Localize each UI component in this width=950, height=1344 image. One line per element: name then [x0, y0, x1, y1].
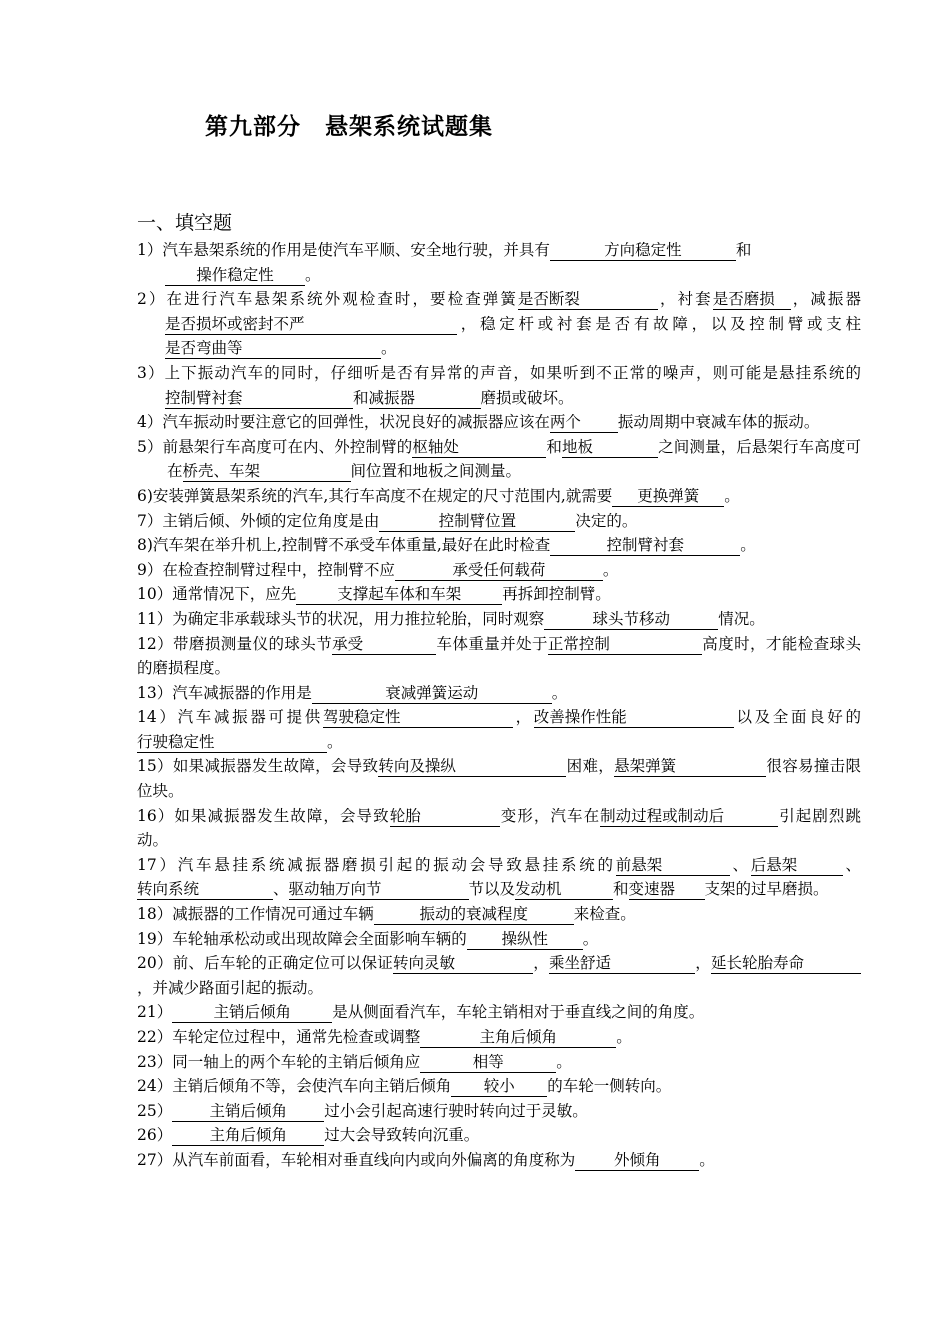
- question-list: [137, 238, 861, 1173]
- answer-blank: 转向及操纵: [378, 757, 566, 777]
- answer-blank: 控制臂位置: [379, 512, 575, 532]
- answer-blank: 是否断裂: [518, 290, 658, 310]
- answer-blank: 较小: [451, 1077, 547, 1097]
- question-19: 19）车轮轴承松动或出现故障会全面影响车辆的 操纵性 。: [137, 929, 599, 948]
- question-6: 6)安装弹簧悬架系统的汽车,其行车高度不在规定的尺寸范围内,就需要 更换弹簧 。: [137, 486, 740, 505]
- question-26: 26） 主角后倾角 过大会导致转向沉重。: [137, 1126, 480, 1145]
- answer-blank: 延长轮胎寿命: [711, 954, 861, 974]
- answer-blank: 主角后倾角: [172, 1126, 324, 1146]
- answer-blank: 是否磨损: [713, 290, 791, 310]
- answer-blank: 主销后倾角: [172, 1003, 332, 1023]
- answer-blank: 轮胎: [390, 807, 500, 827]
- answer-blank: 支撑起车体和车架: [296, 585, 502, 605]
- question-25: 25） 主销后倾角 过小会引起高速行驶时转向过于灵敏。: [137, 1101, 588, 1120]
- answer-blank: 转向灵敏: [393, 954, 533, 974]
- question-3: 3）上下振动汽车的同时，仔细听是否有异常的声音，如果听到不正常的噪声，则可能是悬挂系统的控制臂衬套 和减振器 磨损或破坏。: [137, 363, 861, 407]
- answer-blank: 操纵性: [467, 930, 583, 950]
- answer-blank: 主销后倾角: [172, 1102, 324, 1122]
- answer-blank: 地板: [562, 438, 658, 458]
- answer-blank: 制动过程或制动后: [600, 807, 778, 827]
- question-21: 21） 主销后倾角 是从侧面看汽车，车轮主销相对于垂直线之间的角度。: [137, 1003, 705, 1022]
- answer-blank: 主角后倾角: [420, 1028, 616, 1048]
- question-15: 15）如果减振器发生故障，会导致转向及操纵 困难，悬架弹簧 很容易撞击限位块。: [137, 757, 861, 801]
- question-1: 1）汽车悬架系统的作用是使汽车平顺、安全地行驶，并具有 方向稳定性 和操作稳定性 。: [137, 241, 752, 284]
- answer-blank: 桥壳、车架: [183, 462, 351, 482]
- question-9: 9）在检查控制臂过程中，控制臂不应 承受任何载荷 。: [137, 560, 619, 579]
- question-10: 10）通常情况下，应先 支撑起车体和车架 再拆卸控制臂。: [137, 585, 611, 604]
- answer-blank: 控制臂衬套: [550, 536, 740, 556]
- question-2: 2）在进行汽车悬架系统外观检查时，要检查弹簧是否断裂 ，衬套是否磨损 ，减振器是否损坏或密封不严 ，稳定杆或衬套是否有故障，以及控制臂或支柱是否弯曲等 。: [137, 290, 861, 358]
- answer-blank: 行驶稳定性: [137, 733, 327, 753]
- answer-blank: 更换弹簧: [612, 487, 724, 507]
- answer-blank: 相等: [420, 1053, 556, 1073]
- question-20: 20）前、后车轮的正确定位可以保证转向灵敏 ，乘坐舒适 ，延长轮胎寿命，并减少路面引起的振动。: [137, 951, 861, 1000]
- answer-blank: 驾驶稳定性: [323, 708, 513, 728]
- answer-blank: 控制臂衬套: [165, 389, 353, 409]
- page-title: 第九部分 悬架系统试题集: [205, 113, 493, 140]
- question-27: 27）从汽车前面看，车轮相对垂直线向内或向外偏离的角度称为 外倾角 。: [137, 1150, 715, 1169]
- answer-blank: 承受: [332, 635, 436, 655]
- answer-blank: 操作稳定性: [165, 266, 305, 286]
- answer-blank: 衰减弹簧运动: [312, 684, 552, 704]
- answer-blank: 前悬架: [616, 856, 730, 876]
- answer-blank: 两个: [550, 413, 618, 433]
- question-11: 11）为确定非承载球头节的状况，用力推拉轮胎，同时观察 球头节移动 情况。: [137, 609, 765, 628]
- answer-blank: 悬架弹簧: [614, 757, 766, 777]
- question-14: 14）汽车减振器可提供驾驶稳定性 ，改善操作性能 以及全面良好的行驶稳定性 。: [137, 708, 861, 751]
- answer-blank: 承受任何载荷: [395, 561, 603, 581]
- answer-blank: 驱动轴万向节: [289, 880, 469, 900]
- question-18: 18）减振器的工作情况可通过车辆 振动的衰减程度 来检查。: [137, 905, 636, 924]
- question-17: 17）汽车悬挂系统减振器磨损引起的振动会导致悬挂系统的前悬架 、后悬架 、转向系统 、驱动轴万向节 节以及发动机 和变速器 支架的过早磨损。: [137, 855, 861, 899]
- answer-blank: 振动的衰减程度: [374, 905, 574, 925]
- answer-blank: 乘坐舒适: [549, 954, 695, 974]
- answer-blank: 是否弯曲等: [165, 339, 381, 359]
- answer-blank: 发动机: [515, 880, 613, 900]
- answer-blank: 外倾角: [575, 1151, 699, 1171]
- answer-blank: 变速器: [629, 880, 705, 900]
- question-4: 4）汽车振动时要注意它的回弹性，状况良好的减振器应该在两个 振动周期中衰减车体的振动。: [137, 413, 820, 432]
- answer-blank: 改善操作性能: [534, 708, 734, 728]
- section-heading: 一、填空题: [137, 212, 233, 234]
- question-13: 13）汽车减振器的作用是 衰减弹簧运动 。: [137, 683, 568, 702]
- question-5: 5）前悬架行车高度可在内、外控制臂的枢轴处 和地板 之间测量，后悬架行车高度可在桥壳、车架 间位置和地板之间测量。: [137, 437, 861, 481]
- answer-blank: 方向稳定性: [550, 241, 736, 261]
- answer-blank: 枢轴处: [412, 438, 546, 458]
- answer-blank: 正常控制: [548, 635, 702, 655]
- question-16: 16）如果减振器发生故障，会导致轮胎 变形，汽车在制动过程或制动后 引起剧烈跳动。: [137, 806, 861, 850]
- answer-blank: 是否损坏或密封不严: [165, 315, 457, 335]
- question-12: 12）带磨损测量仪的球头节承受 车体重量并处于正常控制 高度时，才能检查球头的磨损程度。: [137, 634, 861, 678]
- question-7: 7）主销后倾、外倾的定位角度是由 控制臂位置 决定的。: [137, 511, 638, 530]
- answer-blank: 球头节移动: [544, 610, 718, 630]
- question-23: 23）同一轴上的两个车轮的主销后倾角应 相等 。: [137, 1052, 572, 1071]
- answer-blank: 减振器: [369, 389, 481, 409]
- question-22: 22）车轮定位过程中，通常先检查或调整 主角后倾角 。: [137, 1028, 632, 1046]
- question-24: 24）主销后倾角不等，会使汽车向主销后倾角 较小 的车轮一侧转向。: [137, 1077, 672, 1096]
- answer-blank: 转向系统: [137, 880, 273, 900]
- question-8: 8)汽车架在举升机上,控制臂不承受车体重量,最好在此时检查 控制臂衬套 。: [137, 536, 756, 555]
- answer-blank: 后悬架: [751, 856, 843, 876]
